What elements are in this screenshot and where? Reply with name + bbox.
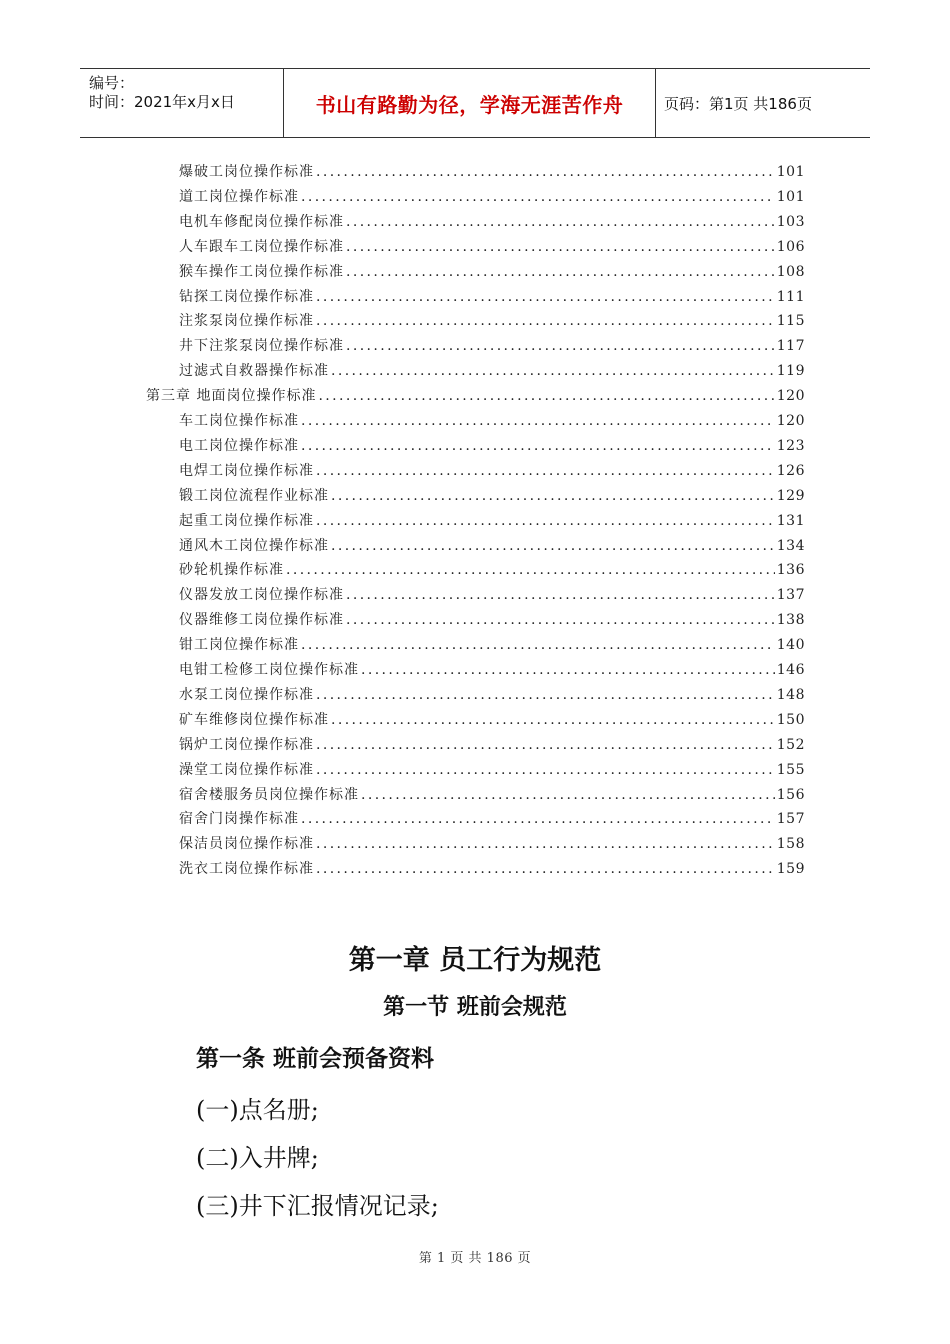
toc-entry-page: 117 [776, 338, 805, 355]
toc-entry[interactable] [179, 830, 805, 854]
toc-entry-page: 129 [776, 487, 805, 504]
toc-dot-leader [346, 262, 775, 282]
toc-entry-title: 仪器发放工岗位操作标准 [179, 587, 344, 604]
toc-dot-leader [331, 361, 775, 381]
document-time-label: 时间：2021年x月x日 [89, 93, 235, 111]
list-item: (一)点名册; [196, 1096, 319, 1124]
toc-entry-title: 锅炉工岗位操作标准 [179, 736, 314, 753]
toc-dot-leader [316, 162, 775, 182]
toc-dot-leader [346, 212, 775, 232]
toc-entry-page: 158 [776, 836, 805, 853]
toc-entry[interactable] [179, 183, 805, 207]
toc-entry-title: 仪器维修工岗位操作标准 [179, 612, 344, 629]
toc-entry-page: 131 [776, 512, 805, 529]
toc-entry-title: 过滤式自救器操作标准 [179, 363, 329, 380]
toc-entry-page: 157 [776, 811, 805, 828]
toc-entry-page: 146 [776, 662, 805, 678]
toc-dot-leader [301, 635, 775, 655]
toc-entry[interactable] [179, 805, 805, 829]
toc-chapter-entry[interactable] [146, 382, 805, 406]
toc-entry-page: 111 [776, 288, 805, 305]
toc-entry-title: 道工岗位操作标准 [179, 188, 299, 205]
toc-dot-leader [316, 685, 775, 705]
document-number-label: 编号： [89, 74, 135, 92]
toc-entry-page: 159 [776, 861, 805, 878]
toc-entry-title: 车工岗位操作标准 [179, 413, 299, 429]
toc-entry[interactable] [179, 233, 805, 257]
toc-entry-title: 宿舍楼服务员岗位操作标准 [179, 786, 359, 803]
toc-entry[interactable] [179, 556, 805, 580]
section-heading: 第一节 班前会规范 [383, 994, 567, 1020]
article-heading: 第一条 班前会预备资料 [196, 1045, 435, 1072]
toc-entry-title: 电机车修配岗位操作标准 [179, 213, 344, 230]
toc-entry-title: 钳工岗位操作标准 [179, 637, 299, 654]
toc-dot-leader [301, 187, 775, 207]
toc-entry-title: 人车跟车工岗位操作标准 [179, 238, 344, 255]
toc-entry[interactable] [179, 482, 805, 506]
toc-entry[interactable] [179, 656, 805, 680]
toc-entry-title: 澡堂工岗位操作标准 [179, 761, 314, 778]
toc-entry-title: 井下注浆泵岗位操作标准 [179, 338, 344, 355]
toc-dot-leader [316, 834, 775, 854]
toc-entry-page: 106 [776, 238, 805, 255]
toc-dot-leader [301, 411, 775, 431]
toc-dot-leader [346, 585, 775, 605]
header-motto-cell [283, 69, 656, 137]
toc-entry-page: 101 [776, 188, 805, 205]
toc-entry-page: 150 [776, 711, 805, 728]
toc-entry-title: 通风木工岗位操作标准 [179, 537, 329, 554]
toc-entry-page: 156 [776, 786, 805, 803]
toc-entry-page: 138 [776, 612, 805, 629]
toc-entry[interactable] [179, 532, 805, 556]
toc-entry[interactable] [179, 357, 805, 381]
toc-entry[interactable] [179, 631, 805, 655]
list-item: (二)入井牌; [196, 1144, 319, 1172]
toc-entry-page: 137 [776, 587, 805, 604]
toc-dot-leader [361, 785, 775, 805]
toc-entry[interactable] [179, 706, 805, 730]
toc-entry-title: 保洁员岗位操作标准 [179, 836, 314, 853]
header-meta-cell [80, 69, 283, 137]
toc-dot-leader [331, 536, 775, 556]
toc-dot-leader [316, 760, 775, 780]
list-item: (三)井下汇报情况记录; [196, 1192, 439, 1220]
toc-entry-title: 电焊工岗位操作标准 [179, 462, 314, 479]
toc-entry[interactable] [179, 307, 805, 331]
toc-dot-leader [331, 486, 775, 506]
toc-dot-leader [286, 560, 775, 580]
toc-entry[interactable] [179, 731, 805, 755]
toc-entry-page: 126 [776, 462, 805, 479]
toc-entry-page: 136 [776, 562, 805, 579]
toc-entry[interactable] [179, 457, 805, 481]
toc-entry-title: 锻工岗位流程作业标准 [179, 487, 329, 504]
toc-dot-leader [316, 511, 775, 531]
toc-entry-page: 101 [776, 164, 805, 180]
toc-entry-title: 猴车操作工岗位操作标准 [179, 263, 344, 280]
toc-entry[interactable] [179, 332, 805, 356]
document-header [80, 68, 870, 138]
toc-dot-leader [346, 237, 775, 257]
toc-entry-title: 第三章 地面岗位操作标准 [146, 388, 317, 405]
toc-entry[interactable] [179, 208, 805, 232]
toc-entry-title: 宿舍门岗操作标准 [179, 811, 299, 828]
toc-entry-page: 152 [776, 736, 805, 753]
toc-entry[interactable] [179, 606, 805, 630]
toc-entry-page: 119 [776, 363, 805, 380]
toc-entry[interactable] [179, 507, 805, 531]
toc-entry-title: 起重工岗位操作标准 [179, 512, 314, 529]
toc-entry-title: 电钳工检修工岗位操作标准 [179, 662, 359, 678]
toc-entry-page: 120 [776, 388, 805, 405]
toc-entry[interactable] [179, 283, 805, 307]
chapter-heading: 第一章 员工行为规范 [348, 945, 602, 976]
toc-entry-page: 123 [776, 437, 805, 454]
toc-entry-title: 爆破工岗位操作标准 [179, 164, 314, 180]
toc-dot-leader [361, 660, 775, 680]
toc-entry-title: 水泵工岗位操作标准 [179, 686, 314, 703]
toc-entry-title: 矿车维修岗位操作标准 [179, 711, 329, 728]
toc-entry-page: 140 [776, 637, 805, 654]
toc-dot-leader [316, 287, 775, 307]
toc-dot-leader [301, 809, 775, 829]
toc-entry[interactable] [179, 158, 805, 182]
toc-entry-page: 120 [776, 413, 805, 429]
toc-dot-leader [331, 710, 775, 730]
toc-entry[interactable] [179, 681, 805, 705]
toc-dot-leader [316, 859, 775, 879]
header-page-info: 页码：第1页 共186页 [664, 94, 812, 113]
toc-entry-title: 钻探工岗位操作标准 [179, 288, 314, 305]
toc-dot-leader [316, 311, 775, 331]
toc-entry-page: 115 [776, 313, 805, 330]
toc-entry-page: 103 [776, 213, 805, 230]
toc-dot-leader [346, 336, 775, 356]
toc-entry[interactable] [179, 407, 805, 431]
toc-entry-title: 洗衣工岗位操作标准 [179, 861, 314, 878]
toc-entry-title: 砂轮机操作标准 [179, 562, 284, 579]
toc-entry[interactable] [179, 258, 805, 282]
toc-entry[interactable] [179, 581, 805, 605]
toc-dot-leader [318, 386, 774, 406]
toc-dot-leader [316, 461, 775, 481]
toc-entry-page: 108 [776, 263, 805, 280]
toc-entry-page: 134 [776, 537, 805, 554]
page-footer: 第 1 页 共 186 页 [418, 1251, 532, 1266]
header-motto: 书山有路勤为径，学海无涯苦作舟 [315, 92, 624, 117]
toc-entry-title: 注浆泵岗位操作标准 [179, 313, 314, 330]
toc-entry[interactable] [179, 855, 805, 879]
toc-entry-page: 155 [776, 761, 805, 778]
toc-entry[interactable] [179, 756, 805, 780]
toc-entry[interactable] [179, 432, 805, 456]
toc-entry[interactable] [179, 781, 805, 805]
toc-entry-page: 148 [776, 686, 805, 703]
toc-dot-leader [301, 436, 775, 456]
toc-dot-leader [316, 735, 775, 755]
header-page-cell [655, 69, 870, 137]
toc-entry-title: 电工岗位操作标准 [179, 437, 299, 454]
toc-dot-leader [346, 610, 775, 630]
